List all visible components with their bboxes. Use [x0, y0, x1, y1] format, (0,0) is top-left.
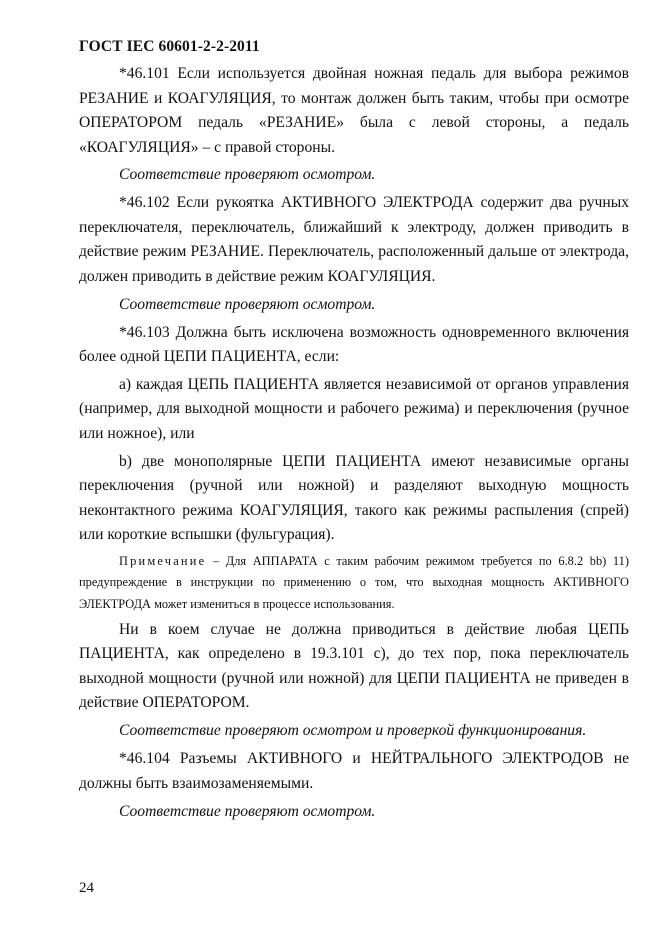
note-label: Примечание [119, 554, 207, 569]
note-paragraph [79, 551, 629, 615]
note-text: – Для АППАРАТА с таким рабочим режимом требуется по 6.8.2 bb) 11) предупреждение в инструкции по применению о том, что выходная мощность АКТИВНОГО ЭЛЕКТРОДА может измениться в процессе использования. [79, 554, 629, 611]
compliance-check-inspection: Соответствие проверяют осмотром. [119, 802, 376, 820]
paragraph-patient-circuit-activation: Ни в коем случае не должна приводиться в действие любая ЦЕПЬ ПАЦИЕНТА, как определено в 19.3.101 c), до тех пор, пока переключатель выходной мощности (ручной или ножной) для ЦЕПИ ПАЦИЕНТА не приведен в действие ОПЕРАТОРОМ. [79, 620, 629, 712]
document-body [79, 62, 629, 827]
list-item-a: a) каждая ЦЕПЬ ПАЦИЕНТА является независимой от органов управления (например, для выходной мощности и рабочего режима) и переключения (ручное или ножное), или [79, 375, 629, 442]
compliance-check-inspection: Соответствие проверяют осмотром. [119, 166, 376, 184]
compliance-check-inspection: Соответствие проверяют осмотром. [119, 295, 376, 313]
paragraph-46-103: *46.103 Должна быть исключена возможность одновременного включения более одной ЦЕПИ ПАЦИЕНТА, если: [79, 323, 629, 366]
paragraph-46-102: *46.102 Если рукоятка АКТИВНОГО ЭЛЕКТРОДА содержит два ручных переключателя, переключатель, ближайший к электроду, должен приводить в действие режим РЕЗАНИЕ. Переключатель, расположенный дальше от электрода, должен приводить в действие режим КОАГУЛЯЦИЯ. [79, 194, 629, 285]
paragraph-46-101: *46.101 Если используется двойная ножная педаль для выбора режимов РЕЗАНИЕ и КОАГУЛЯЦИЯ, то монтаж должен быть таким, чтобы при осмотре ОПЕРАТОРОМ педаль «РЕЗАНИЕ» была с левой стороны, а педаль «КОАГУЛЯЦИЯ» – с правой стороны. [79, 65, 629, 156]
paragraph-46-104: *46.104 Разъемы АКТИВНОГО и НЕЙТРАЛЬНОГО ЭЛЕКТРОДОВ не должны быть взаимозаменяемыми. [79, 750, 629, 792]
page-number: 24 [79, 880, 94, 896]
compliance-check-inspection-function: Соответствие проверяют осмотром и проверкой функционирования. [119, 722, 587, 740]
document-header: ГОСТ IEC 60601-2-2-2011 [79, 38, 260, 55]
list-item-b: b) две монополярные ЦЕПИ ПАЦИЕНТА имеют независимые органы переключения (ручной или ножной) и разделяют выходную мощность неконтактного режима КОАГУЛЯЦИЯ, такого как режимы распыления (спрей) или короткие вспышки (фульгурация). [79, 452, 629, 544]
